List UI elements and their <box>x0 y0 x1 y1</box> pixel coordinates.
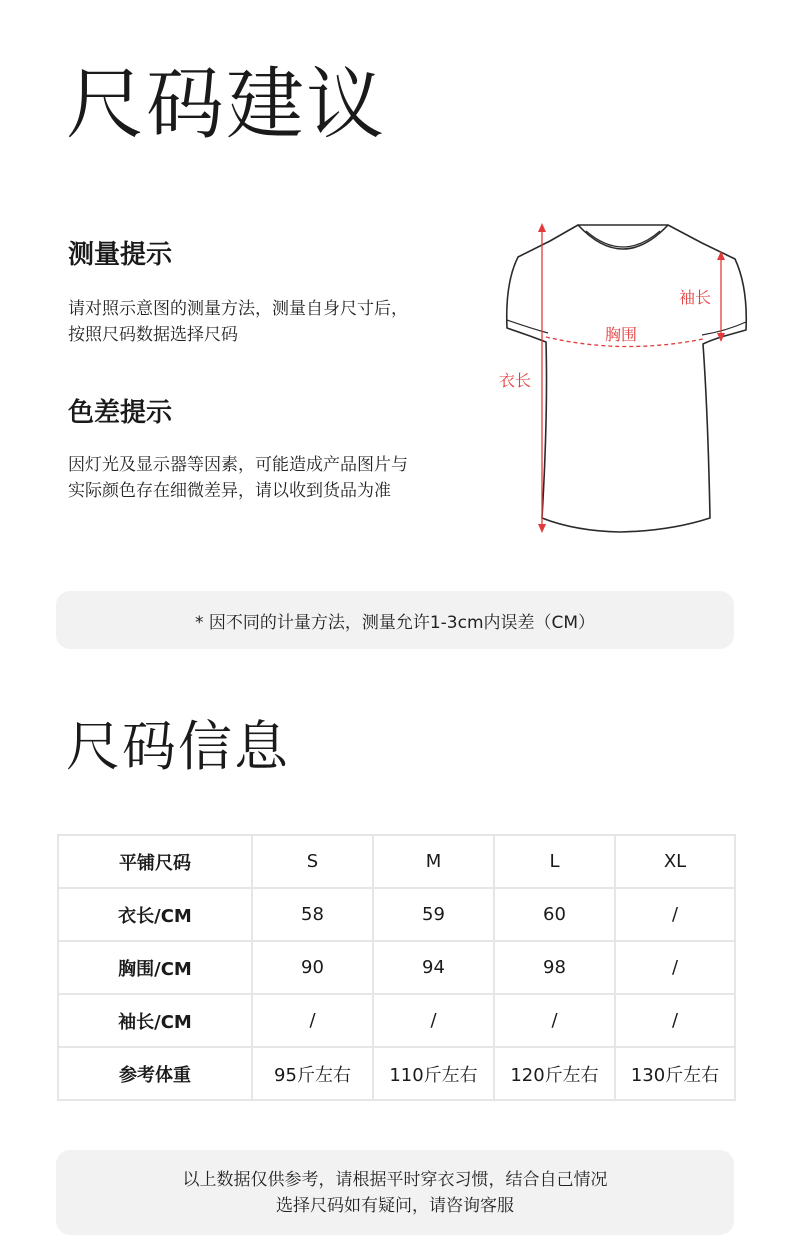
size-table <box>57 834 736 1101</box>
chest-label: 胸围 <box>605 325 638 344</box>
table-header-cell: M <box>373 835 494 888</box>
color-tip-heading: 色差提示 <box>68 398 173 428</box>
table-header-cell: XL <box>615 835 735 888</box>
table-cell: 衣长/CM <box>58 888 252 941</box>
table-header-cell: L <box>494 835 615 888</box>
table-row <box>58 941 735 994</box>
table-cell: / <box>615 941 735 994</box>
page-title-size-advice: 尺码建议 <box>66 60 387 150</box>
table-row <box>58 888 735 941</box>
page-title-size-info: 尺码信息 <box>66 715 290 778</box>
table-cell: / <box>615 994 735 1047</box>
table-row <box>58 1047 735 1100</box>
table-cell: 90 <box>252 941 373 994</box>
table-cell: 98 <box>494 941 615 994</box>
measure-tip-heading: 测量提示 <box>68 240 173 270</box>
table-cell: / <box>373 994 494 1047</box>
table-cell: 94 <box>373 941 494 994</box>
table-row <box>58 994 735 1047</box>
table-cell: 60 <box>494 888 615 941</box>
footer-note-line: 以上数据仅供参考，请根据平时穿衣习惯，结合自己情况 <box>182 1169 608 1190</box>
length-arrow-bottom <box>538 524 546 533</box>
table-cell: 59 <box>373 888 494 941</box>
measure-tip-line: 按照尺码数据选择尺码 <box>68 325 238 345</box>
measure-tip-line: 请对照示意图的测量方法，测量自身尺寸后， <box>68 299 408 319</box>
table-cell: 58 <box>252 888 373 941</box>
table-header-cell: 平铺尺码 <box>58 835 252 888</box>
measure-tip-text <box>68 296 408 348</box>
table-cell: 130斤左右 <box>615 1047 735 1100</box>
table-header-row <box>58 835 735 888</box>
table-cell: 110斤左右 <box>373 1047 494 1100</box>
color-tip-text <box>68 452 408 504</box>
tshirt-diagram <box>490 215 760 540</box>
measurement-note: * 因不同的计量方法，测量允许1-3cm内误差（CM） <box>56 591 734 649</box>
table-cell: 95斤左右 <box>252 1047 373 1100</box>
length-label: 衣长 <box>499 371 532 390</box>
footer-note <box>56 1150 734 1235</box>
color-tip-line: 因灯光及显示器等因素，可能造成产品图片与 <box>68 455 408 475</box>
footer-note-line: 选择尺码如有疑问，请咨询客服 <box>276 1195 514 1216</box>
table-cell: / <box>252 994 373 1047</box>
table-cell: 胸围/CM <box>58 941 252 994</box>
table-cell: 袖长/CM <box>58 994 252 1047</box>
length-arrow-top <box>538 223 546 232</box>
table-cell: / <box>494 994 615 1047</box>
table-cell: 120斤左右 <box>494 1047 615 1100</box>
table-cell: 参考体重 <box>58 1047 252 1100</box>
sleeve-label: 袖长 <box>679 288 712 307</box>
tshirt-outline <box>507 225 747 532</box>
color-tip-line: 实际颜色存在细微差异，请以收到货品为准 <box>68 481 391 501</box>
table-cell: / <box>615 888 735 941</box>
table-header-cell: S <box>252 835 373 888</box>
